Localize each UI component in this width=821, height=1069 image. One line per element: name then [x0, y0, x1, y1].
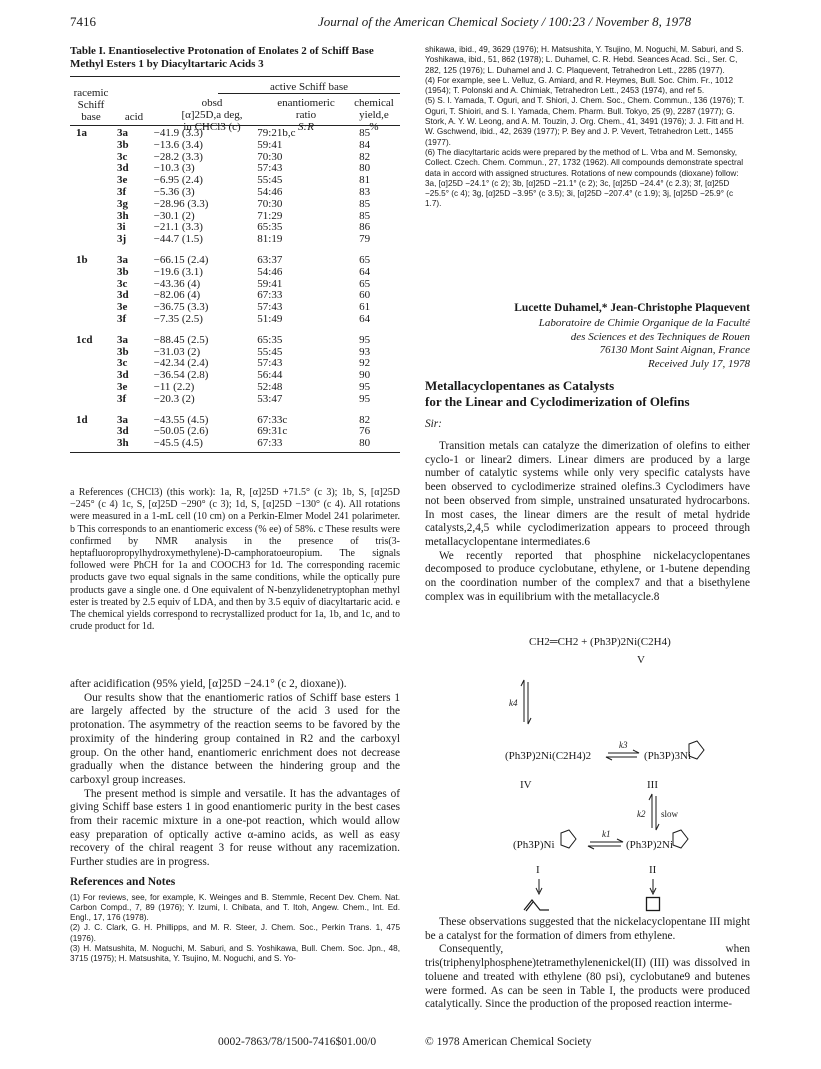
cell-acid: 3a [117, 413, 129, 426]
table-row [70, 255, 400, 267]
cell-ratio: 59:41 [257, 138, 283, 151]
cell-yield: 95 [359, 392, 371, 405]
table-row [70, 187, 400, 199]
complex-II-formula: (Ph3P)2Ni [626, 839, 674, 851]
reference-item: (4) For example, see L. Velluz, G. Amiard, and R. Heymes, Bull. Soc. Chim. Fr., 1012 (1954); T. Polonski and A. Chimiak, Tetrahedron Lett., 2453 (1974), and ref 5. [425, 75, 734, 96]
cell-ratio: 59:41 [257, 277, 283, 290]
table-row [70, 314, 400, 326]
cell-ratio: 70:30 [257, 150, 283, 163]
cell-yield: 85 [359, 197, 371, 210]
cell-base [70, 290, 111, 302]
cell-rotation: −21.1 (3.3) [153, 221, 203, 234]
reference-item: shikawa, ibid., 49, 3629 (1976); H. Matsushita, Y. Tsujino, M. Noguchi, M. Saburi, and S. Yoshikawa, ibid., 51, 862 (1978); L. Duhamel, C. R. Hebd. Seances Acad. Sci., Ser. C, 282, 125 (1976); L. Duhamel and J. C. Plaquevent, Tetrahedron Lett., 2285 (1977). [425, 45, 744, 75]
cell-yield: 95 [359, 333, 371, 346]
salutation: Sir: [425, 418, 442, 430]
right-body-top [425, 440, 750, 604]
col-yield [348, 97, 400, 133]
cell-rotation: −82.06 (4) [153, 289, 201, 302]
running-head: Journal of the American Chemical Society / 100:23 / November 8, 1978 [318, 14, 692, 29]
cell-acid: 3f [117, 392, 127, 405]
cyclobutane-structure-icon [645, 896, 661, 912]
cell-rotation: −31.03 (2) [153, 345, 201, 358]
cell-yield: 79 [359, 233, 371, 246]
cell-acid: 3g [117, 197, 129, 210]
cell-rotation: −11 (2.2) [153, 380, 195, 393]
complex-IV-formula: (Ph3P)2Ni(C2H4)2 [505, 750, 592, 762]
reference-item: (3) H. Matsushita, M. Noguchi, M. Saburi, and S. Yoshikawa, Bull. Chem. Soc. Jpn., 48, 3715 (1975); H. Matsushita, Y. Tsujino, M. Noguchi, and S. Yo- [70, 944, 400, 964]
cell-yield: 61 [359, 301, 371, 314]
cell-ratio: 70:30 [257, 197, 283, 210]
cell-ratio: 71:29 [257, 209, 283, 222]
cell-rotation: −45.5 (4.5) [153, 437, 203, 450]
cell-base [70, 163, 111, 175]
cell-acid: 3e [117, 380, 128, 393]
cell-acid: 3c [117, 357, 128, 370]
reference-item: (5) S. I. Yamada, T. Oguri, and T. Shiori, J. Chem. Soc., Chem. Commun., 136 (1976); T. Oguri, T. Shioiri, and S. I. Yamada, Chem. Pharm. Bull. Tokyo, 25 (9), 2287 (1977); G. Stork, A. Y. W. Leong, and A. M. Touzin, J. Org. Chem., 41, 3491 (1976); J. J. Fitt and H. W. Gschwend, ibid., 42, 2639 (1977); P. Bey and J. P. Vevert, Tetrahedron Lett., 1455 (1977). [425, 96, 745, 147]
table-bottom-rule [70, 452, 400, 453]
cell-acid: 3d [117, 289, 129, 302]
cell-base [70, 175, 111, 187]
label-k3: k3 [619, 740, 628, 750]
label-k2: k2 [637, 809, 646, 819]
paragraph-intro: Transition metals can catalyze the dimerization of olefins to either cyclo-1 or linear2 dimers. Linear dimers are produced by a large number of catalytic systems while only very specific catalysts have been observed to cyclodimerize strained olefins.3 Cyclodimers have not been observed from simple, unstrained unsaturated hydrocarbons. In most cases, the linear dimers are the result of metal hydride catalysts,2,4,5 while cyclodimerization appears to proceed through metallacyclopentane intermediates.6 [425, 440, 750, 548]
article-title-line-2: for the Linear and Cyclodimerization of Olefins [425, 394, 690, 409]
col-yield-2: yield,e [359, 109, 389, 121]
article-title [425, 378, 750, 410]
table-1 [70, 76, 400, 453]
cell-base [70, 358, 111, 370]
cell-rotation: −66.15 (2.4) [153, 253, 209, 266]
cell-ratio: 57:43 [257, 301, 283, 314]
cell-base [70, 438, 111, 450]
cell-base [70, 426, 111, 438]
col-ratio-3: S:R [298, 121, 314, 133]
group-header-rule [218, 93, 400, 94]
col-ratio-1: enantiomeric [277, 97, 335, 109]
cell-rotation: −50.05 (2.6) [153, 425, 209, 438]
cell-rotation: −6.95 (2.4) [153, 174, 203, 187]
col-yield-3: % [369, 121, 379, 133]
cell-rotation: −7.35 (2.5) [153, 312, 203, 325]
paragraph-3: The present method is simple and versatile. It has the advantages of giving Schiff base esters 1 in good enantiomeric purity in the best cases from their racemic mixture in a one-pot reaction, which would allow easy preparation of optically active α-amino acids, as well as easy recovery of the chiral reagent 3 for reuse without any racemization. Further studies are in progress. [70, 787, 400, 869]
cell-ratio: 67:33 [257, 437, 283, 450]
cell-acid: 3d [117, 425, 129, 438]
table-row [70, 199, 400, 211]
reference-item: (1) For reviews, see, for example, K. Weinges and B. Stemmle, Recent Dev. Chem. Nat. Carbon Compd., 7, 89 (1976); Y. Izumi, I. Chibata, and T. Itoh, Angew. Chem., Int. Ed. Engl., 17, 176 (1978). [70, 892, 400, 923]
authors: Lucette Duhamel,* Jean-Christophe Plaquevent [514, 302, 750, 314]
cell-ratio: 53:47 [257, 392, 283, 405]
cell-ratio: 81:19 [257, 233, 283, 246]
cell-acid: 3b [117, 265, 129, 278]
cell-acid: 3h [117, 437, 129, 450]
col-ratio-2: ratio [295, 109, 317, 121]
paragraph-reported: We recently reported that phosphine nickelacyclopentanes decomposed to produce cyclobutane, ethylene, or 1-butene depending on the coordination number of the complex7 and that a bisethylene complex was in equilibrium with the metallacycle.8 [425, 549, 750, 603]
product-arrows [536, 879, 656, 894]
cell-yield: 64 [359, 312, 371, 325]
cell-base: 1b [76, 253, 88, 266]
cell-rotation: −20.3 (2) [153, 392, 195, 405]
cell-ratio: 54:46 [257, 265, 283, 278]
cell-acid: 3a [117, 253, 129, 266]
references-right [425, 45, 750, 210]
col-racemic-1: racemic [73, 87, 109, 99]
cell-rotation: −28.96 (3.3) [153, 197, 209, 210]
cell-base: 1a [76, 127, 87, 139]
cell-rotation: −41.9 (3.3) [153, 127, 203, 139]
table-footnotes: a References (CHCl3) (this work): 1a, R, [α]25D +71.5° (c 3); 1b, S, [α]25D −245° (c 4) 1c, S, [α]25D −290° (c 3); 1d, S, [α]25D −130° (c 4). All rotations were measured in a 1-mL cell (10 cm) on a Perkin-Elmer Model 241 polarimeter. b This corresponds to an enantiomeric excess (% ee) of 58%. c These results were confirmed by NMR analysis in the presence of tris(3-heptafluoropropylhydroxymethylene)-D-camphoratoeuropium. The signals followed were PhCH for 1a and COOCH3 for 1d. The corresponding racemic products gave two equal signals in the same conditions, while the optically pure products gave a single one. d One equivalent of N-benzylidenetryptophan methyl ester is treated by 2.5 equiv of LDA, and then by 3.5 equiv of diacyltartaric acid. e The chemical yields correspond to recrystallized product for 1a, 1b, and 1c, and to crude product for 1d. [70, 487, 400, 633]
metallacycle-ring-III [689, 741, 704, 759]
cell-acid: 3h [117, 209, 129, 222]
cell-rotation: −28.2 (3.3) [153, 150, 203, 163]
table-caption: Table I. Enantioselective Protonation of Enolates 2 of Schiff Base Methyl Esters 1 by Diacyltartaric Acids 3 [70, 45, 374, 70]
table-body [70, 126, 400, 450]
cell-yield: 60 [359, 289, 371, 302]
col-obsd [158, 97, 266, 133]
cell-base [70, 382, 111, 394]
cell-ratio: 55:45 [257, 345, 283, 358]
cell-ratio: 69:31c [257, 425, 288, 438]
cell-acid: 3e [117, 301, 128, 314]
cell-acid: 3a [117, 333, 129, 346]
cell-base [70, 152, 111, 164]
cell-rotation: −30.1 (2) [153, 209, 195, 222]
complex-I-formula: (Ph3P)Ni [513, 839, 555, 851]
cell-acid: 3c [117, 277, 128, 290]
cell-yield: 82 [359, 150, 371, 163]
footer-copyright: © 1978 American Chemical Society [425, 1036, 592, 1048]
cell-rotation: −42.34 (2.4) [153, 357, 209, 370]
cell-yield: 65 [359, 277, 371, 290]
label-I: I [536, 864, 540, 876]
right-body-bottom [425, 916, 750, 1012]
cell-rotation: −43.55 (4.5) [153, 413, 209, 426]
equilibrium-arrow-k2 [649, 794, 659, 830]
cell-base [70, 234, 111, 246]
cell-base [70, 211, 111, 223]
col-obsd-2: [α]25D,a deg, [181, 109, 243, 121]
equilibrium-arrow-k1 [588, 839, 623, 849]
label-k1: k1 [602, 829, 611, 839]
cell-yield: 85 [359, 209, 371, 222]
cell-rotation: −44.7 (1.5) [153, 233, 203, 246]
table-row [70, 335, 400, 347]
cell-ratio: 65:35 [257, 333, 283, 346]
table-row [70, 438, 400, 450]
page-number: 7416 [70, 14, 96, 29]
table-row [70, 234, 400, 246]
table-row [70, 394, 400, 406]
cell-rotation: −5.36 (3) [153, 185, 195, 198]
paragraph-observations: These observations suggested that the nickelacyclopentane III might be a catalyst for the formation of dimers from ethylene. [425, 916, 750, 942]
affiliation-line-1: Laboratoire de Chimie Organique de la Faculté [538, 317, 750, 329]
affiliation [425, 317, 750, 371]
cell-rotation: −19.6 (3.1) [153, 265, 203, 278]
cell-yield: 85 [359, 127, 371, 139]
cell-ratio: 54:46 [257, 185, 283, 198]
cell-yield: 65 [359, 253, 371, 266]
cell-base [70, 279, 111, 291]
col-racemic-3: base [81, 111, 101, 123]
cell-acid: 3c [117, 150, 128, 163]
cell-acid: 3d [117, 369, 129, 382]
cell-acid: 3f [117, 185, 127, 198]
cell-yield: 84 [359, 138, 371, 151]
col-racemic-2: Schiff [77, 99, 105, 111]
cell-yield: 80 [359, 162, 371, 175]
butene-structure-icon [523, 898, 557, 912]
cell-base [70, 302, 111, 314]
received-date: Received July 17, 1978 [647, 357, 750, 370]
col-ratio [265, 97, 347, 133]
metallacycle-ring-I [561, 830, 576, 848]
col-obsd-1: obsd [201, 97, 223, 109]
cell-acid: 3a [117, 127, 129, 139]
reaction-scheme [425, 628, 750, 900]
article-title-line-1: Metallacyclopentanes as Catalysts [425, 378, 615, 393]
label-III: III [647, 779, 658, 791]
cell-yield: 90 [359, 369, 371, 382]
cell-acid: 3j [117, 233, 127, 246]
references-left [70, 893, 400, 965]
cell-base [70, 314, 111, 326]
cell-ratio: 55:45 [257, 174, 283, 187]
cell-yield: 83 [359, 185, 371, 198]
affiliation-line-2: des Sciences et des Techniques de Rouen [570, 330, 750, 343]
footer-code: 0002-7863/78/1500-7416$01.00/0 [218, 1036, 377, 1048]
label-V: V [637, 654, 645, 666]
cell-rotation: −13.6 (3.4) [153, 138, 203, 151]
cell-base [70, 140, 111, 152]
cell-yield: 93 [359, 345, 371, 358]
affiliation-line-3: 76130 Mont Saint Aignan, France [599, 344, 750, 356]
cell-yield: 76 [359, 425, 371, 438]
cell-base [70, 222, 111, 234]
paragraph-2: Our results show that the enantiomeric ratios of Schiff base esters 1 are largely affected by the structure of the acid 3 used for the protonation. The asymmetry of the reaction seems to be favored by the proximity of the hindering group contained in R2 and the carboxyl group. On the other hand, enantiomeric enrichment does not decrease gradually when the distance between the hindering group and the carboxyl group increases. [70, 691, 400, 786]
cell-base [70, 187, 111, 199]
table-row [70, 267, 400, 279]
cell-yield: 81 [359, 174, 371, 187]
paragraph-consequently: Consequently, when tris(triphenylphosphene)tetramethylenenickel(II) (III) was dissolved in toluene and treated with ethylene (80 psi), cyclobutane9 and butenes were formed. As can be seen in Table I, the products were produced catalytically. Since the production of the proposed reaction interme- [425, 943, 750, 1011]
cell-acid: 3f [117, 312, 127, 325]
cell-ratio: 63:37 [257, 253, 283, 266]
cell-rotation: −36.54 (2.8) [153, 369, 209, 382]
cell-ratio: 56:44 [257, 369, 283, 382]
cell-base [70, 394, 111, 406]
cell-acid: 3d [117, 162, 129, 175]
cell-rotation: −10.3 (3) [153, 162, 195, 175]
cell-rotation: −43.36 (4) [153, 277, 201, 290]
reference-item: (2) J. C. Clark, G. H. Phillipps, and M. R. Steer, J. Chem. Soc., Perkin Trans. 1, 475 (1976). [70, 923, 400, 943]
cell-base: 1d [76, 413, 88, 426]
cell-base [70, 267, 111, 279]
cell-base [70, 199, 111, 211]
metallacycle-ring-II [673, 830, 688, 848]
label-II: II [649, 864, 657, 876]
cell-yield: 86 [359, 221, 371, 234]
table-row [70, 140, 400, 152]
cell-ratio: 79:21b,c [257, 127, 296, 139]
complex-III-formula: (Ph3P)3Ni [644, 750, 692, 762]
table-grid [70, 128, 400, 450]
cell-yield: 95 [359, 380, 371, 393]
cell-acid: 3i [117, 221, 126, 234]
cell-yield: 64 [359, 265, 371, 278]
cell-ratio: 67:33c [257, 413, 288, 426]
equilibrium-arrow-k4 [521, 680, 531, 724]
group-header: active Schiff base [270, 81, 348, 93]
label-k4: k4 [509, 698, 518, 708]
col-yield-1: chemical [354, 97, 394, 109]
cell-ratio: 51:49 [257, 312, 283, 325]
signature-block [425, 302, 750, 371]
label-IV: IV [520, 779, 532, 791]
cell-ratio: 57:43 [257, 162, 283, 175]
cell-acid: 3e [117, 174, 128, 187]
label-slow: slow [661, 809, 679, 819]
cell-yield: 92 [359, 357, 371, 370]
cell-base: 1cd [76, 333, 93, 346]
col-acid: acid [124, 111, 144, 123]
cell-acid: 3b [117, 345, 129, 358]
cell-acid: 3b [117, 138, 129, 151]
left-body [70, 678, 400, 965]
cell-ratio: 65:35 [257, 221, 283, 234]
cell-ratio: 52:48 [257, 380, 283, 393]
scheme-reactants: CH2═CH2 + (Ph3P)2Ni(C2H4) [529, 636, 671, 648]
col-racemic [70, 87, 112, 123]
cell-base [70, 347, 111, 359]
cell-rotation: −36.75 (3.3) [153, 301, 209, 314]
paragraph-1: after acidification (95% yield, [α]25D −24.1° (c 2, dioxane)). [70, 678, 347, 690]
references-heading: References and Notes [70, 875, 176, 888]
cell-rotation: −88.45 (2.5) [153, 333, 209, 346]
col-obsd-3: in CHCl3 (c) [183, 121, 241, 133]
cell-ratio: 67:33 [257, 289, 283, 302]
cell-yield: 80 [359, 437, 371, 450]
table-row [70, 382, 400, 394]
cell-yield: 82 [359, 413, 371, 426]
equilibrium-arrow-k3 [606, 750, 639, 760]
cell-base [70, 370, 111, 382]
cell-ratio: 57:43 [257, 357, 283, 370]
reference-item: (6) The diacyltartaric acids were prepared by the method of L. Vrba and M. Semonsky, Collect. Czech. Chem. Commun., 27, 1732 (1962). All compounds demonstrate spectral data in accord with assigned structures. Rotations of new compounds (dioxane) follow: 3a, [α]25D −24.1° (c 2); 3b, [α]25D −21.1° (c 2); 3c, [α]25D −24.4° (c 2.3); 3f, [α]25D −25.5° (c 4); 3g, [α]25D −3.95° (c 3.5); 3i, [α]25D −207.4° (c 1.9); 3j, [α]25D −25.9° (c 1.7). [425, 147, 744, 209]
